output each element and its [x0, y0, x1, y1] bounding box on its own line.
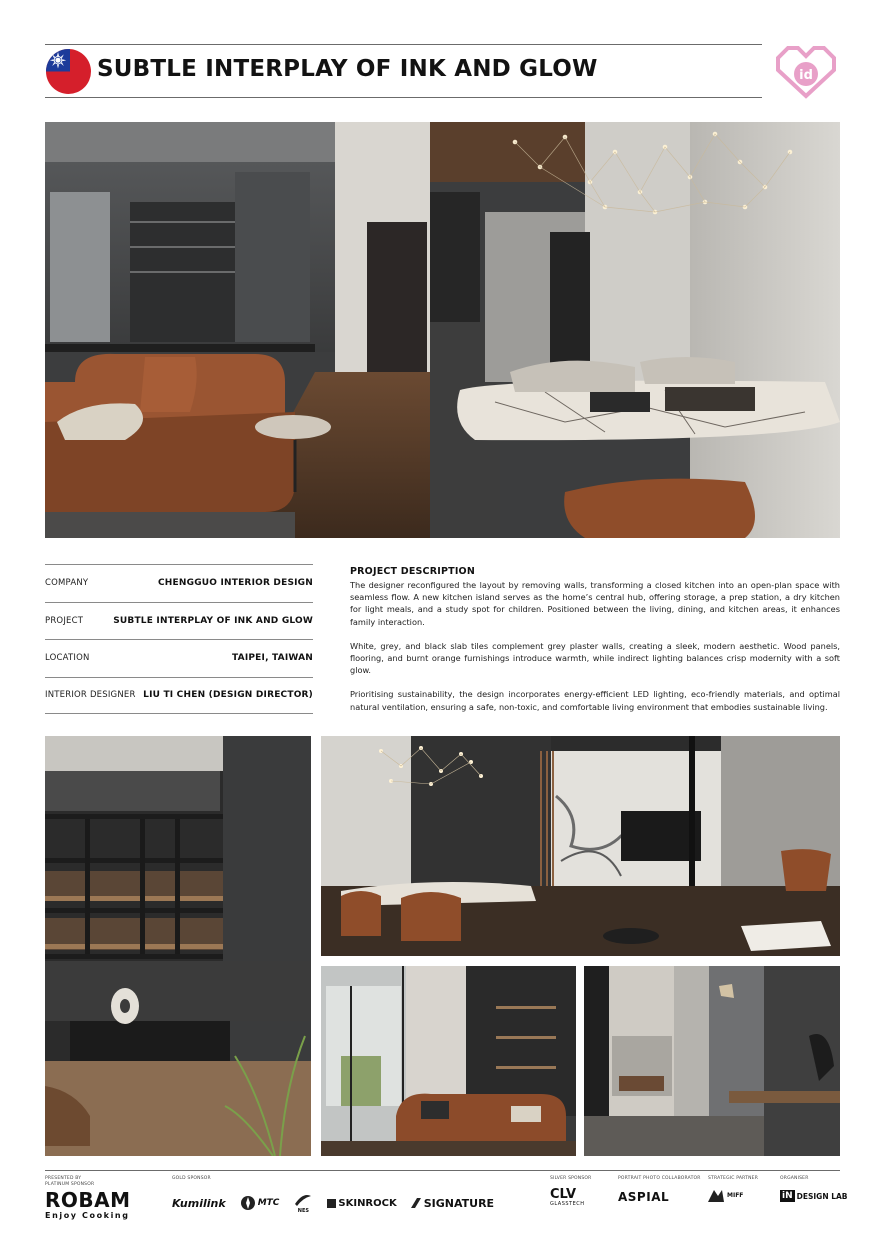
info-value: SUBTLE INTERPLAY OF INK AND GLOW	[113, 615, 313, 626]
id-logo-text: id	[799, 68, 813, 83]
sponsor-organiser	[780, 1176, 848, 1202]
info-label: PROJECT	[45, 615, 84, 626]
mtc-logo-text: MTC	[257, 1198, 280, 1208]
info-row-project	[45, 602, 313, 640]
project-info-table	[45, 564, 313, 714]
sponsor-label: STRATEGIC PARTNER	[708, 1176, 759, 1181]
nes-logo	[293, 1192, 313, 1214]
sponsor-presented	[45, 1176, 155, 1220]
sponsor-silver	[550, 1176, 610, 1207]
aspial-logo: ASPIAL	[618, 1190, 670, 1204]
mtc-leaf-icon	[240, 1195, 256, 1211]
header-top-rule	[45, 44, 762, 45]
description-paragraph: White, grey, and black slab tiles complement grey plaster walls, creating a sleek, modern aesthetic. Wood panels, flooring, and burnt orange furnishings introduce warmth, while indirect lighting balances crisp modernity with a soft glow.	[350, 640, 840, 676]
indesign-lab-logo	[780, 1190, 848, 1202]
sponsor-label: PORTRAIT PHOTO COLLABORATOR	[618, 1176, 701, 1181]
sponsor-label: ORGANISER	[780, 1176, 809, 1181]
hero-living-dining-photo	[45, 122, 840, 538]
sponsor-label: PLATINUM SPONSOR	[45, 1182, 95, 1187]
in-box-logo: iN	[782, 1191, 793, 1201]
design-lab-text: DESIGN LAB	[796, 1191, 848, 1201]
description-heading: PROJECT DESCRIPTION	[350, 566, 475, 577]
info-value: TAIPEI, TAIWAN	[232, 653, 313, 664]
gallery-photo-hallway-view	[584, 966, 840, 1156]
gold-logos	[172, 1192, 532, 1214]
robam-logo: ROBAM	[45, 1188, 131, 1212]
info-row-designer	[45, 677, 313, 715]
skinrock-logo-text: SKINROCK	[338, 1197, 397, 1209]
info-label: LOCATION	[45, 653, 90, 664]
info-label: INTERIOR DESIGNER	[45, 690, 136, 701]
signature-logo-text: SIGNATURE	[423, 1196, 495, 1210]
sponsor-strategic	[708, 1176, 773, 1202]
info-label: COMPANY	[45, 578, 89, 589]
sponsor-portrait	[618, 1176, 703, 1204]
taiwan-flag-icon	[46, 49, 91, 94]
nes-swoosh-icon	[293, 1192, 313, 1208]
description-paragraph: The designer reconfigured the layout by removing walls, transforming a closed kitchen into an open-plan space with seamless flow. A new kitchen island serves as the home’s central hub, offering storage, a prep station, a dry kitchen for light meals, and a study spot for children. Positioned between the living, dining, and kitchen areas, it enhances family interaction.	[350, 580, 840, 627]
sponsor-label: PRESENTED BY	[45, 1176, 82, 1181]
skinrock-logo	[327, 1198, 396, 1209]
description-paragraph: Prioritising sustainability, the design incorporates energy-efficient LED lighting, eco-friendly materials, and optimal natural ventilation, ensuring a safe, non-toxic, and comfortable living environment that embodies sustainable living.	[350, 689, 840, 712]
info-value: LIU TI CHEN (DESIGN DIRECTOR)	[143, 690, 313, 701]
nes-logo-text: NES	[297, 1208, 309, 1214]
mtc-logo	[240, 1195, 280, 1211]
sponsor-label: GOLD SPONSOR	[172, 1176, 211, 1181]
sponsor-label: SILVER SPONSOR	[550, 1176, 592, 1181]
miff-logo-text: MIFF	[727, 1192, 744, 1199]
info-row-location	[45, 639, 313, 677]
header-bottom-rule	[45, 97, 762, 98]
clv-logo: CLV	[550, 1187, 577, 1202]
project-description	[350, 566, 840, 725]
footer-rule	[45, 1170, 840, 1171]
robam-tagline: Enjoy Cooking	[45, 1211, 130, 1220]
kumilink-logo: Kumilink	[172, 1196, 226, 1210]
clv-logo-sub: GLASSTECH	[550, 1201, 585, 1207]
info-value: CHENGGUO INTERIOR DESIGN	[157, 578, 313, 589]
gallery-photo-living-sofa	[321, 966, 576, 1156]
skinrock-square-icon	[327, 1199, 336, 1208]
signature-stripes-icon	[411, 1198, 421, 1208]
gallery-photo-shelving	[45, 736, 311, 1156]
info-row-company	[45, 564, 313, 602]
id-heart-logo	[770, 44, 842, 100]
signature-logo	[411, 1197, 494, 1210]
sponsor-gold	[172, 1176, 532, 1214]
gallery-photo-dining-tv	[321, 736, 840, 956]
miff-logo	[708, 1190, 773, 1202]
miff-mark-icon	[708, 1190, 724, 1202]
page-title: SUBTLE INTERPLAY OF INK AND GLOW	[97, 56, 598, 82]
